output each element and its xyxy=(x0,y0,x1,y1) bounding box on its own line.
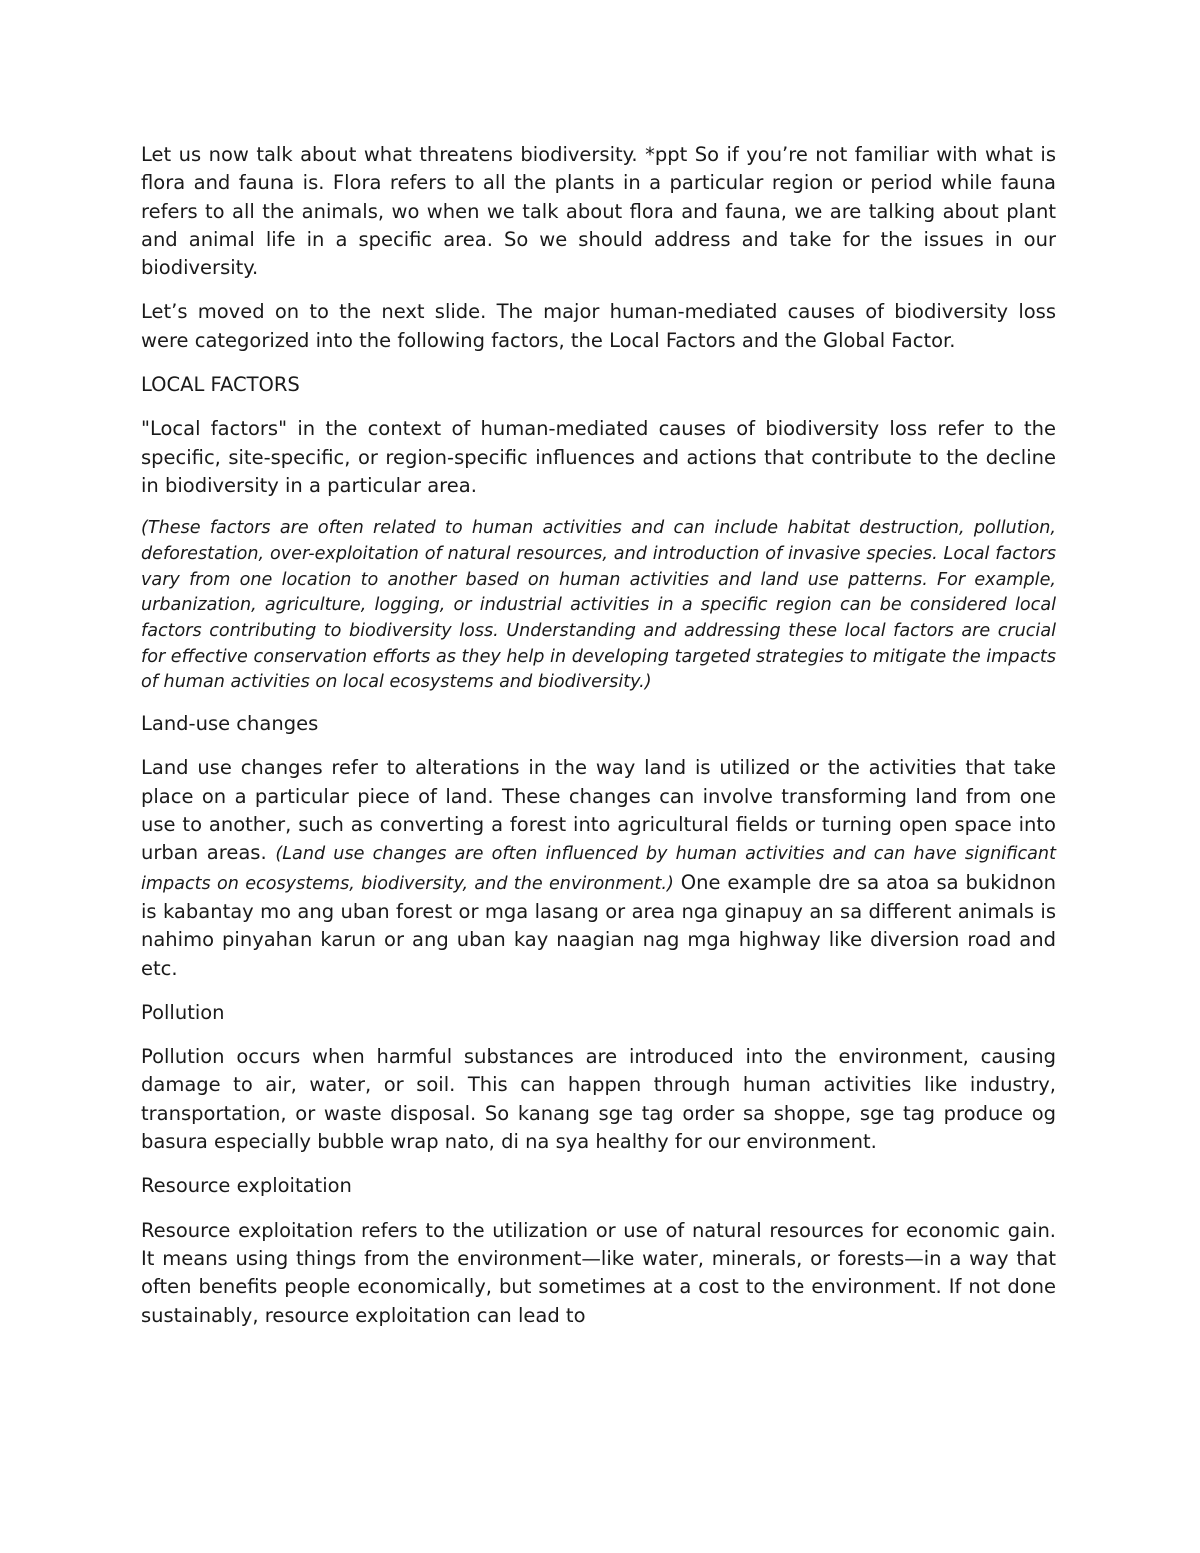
local-factors-note: (These factors are often related to human activities and can include habitat destruction, pollution, deforestation, over-exploitation of natural resources, and introduction of invasive species. Local factors vary from one location to another based on human activities and land use patterns. For example, urbanization, agriculture, logging, or industrial activities in a specific region can be considered local factors contributing to biodiversity loss. Understanding and addressing these local factors are crucial for effective conservation efforts as they help in developing targeted strategies to mitigate the impacts of human activities on local ecosystems and biodiversity.) xyxy=(141,518,1056,693)
pollution-heading: Pollution xyxy=(141,1000,225,1024)
intro-paragraph: Let us now talk about what threatens biodiversity. *ppt So if you’re not familiar with what is flora and fauna is. Flora refers to all the plants in a particular region or period while fauna refers to all the animals, wo when we talk about flora and fauna, we are talking about plant and animal life in a specific area. So we should address and take for the issues in our biodiversity. xyxy=(141,143,1056,280)
local-factors-paragraph: "Local factors" in the context of human-mediated causes of biodiversity loss refer to the specific, site-specific, or region-specific influences and actions that contribute to the decline in biodiversity in a particular area. xyxy=(141,417,1056,497)
resource-exploitation-paragraph: Resource exploitation refers to the utilization or use of natural resources for economic gain. It means using things from the environment—like water, minerals, or forests—in a way that often benefits people economically, but sometimes at a cost to the environment. If not done sustainably, resource exploitation can lead to xyxy=(141,1218,1056,1327)
resource-exploitation-heading: Resource exploitation xyxy=(141,1174,352,1198)
land-use-paragraph xyxy=(141,754,1056,982)
land-use-heading: Land-use changes xyxy=(141,712,319,736)
land-use-note: (Land use changes are often influenced by human activities and can have significant impacts on ecosystems, biodiversity, and the environment.) xyxy=(141,844,1056,894)
land-use-text-start: Land use changes refer to alterations in the way land is utilized or the activities that take place on a particular piece of land. These changes can involve transforming land from one use to another, such as converting a forest into agricultural fields or turning open space into urban areas. xyxy=(141,756,1056,865)
local-factors-heading: LOCAL FACTORS xyxy=(141,373,300,397)
document-body xyxy=(141,141,1056,1346)
categories-paragraph: Let’s moved on to the next slide. The major human-mediated causes of biodiversity loss were categorized into the following factors, the Local Factors and the Global Factor. xyxy=(141,300,1056,352)
land-use-text-end: One example dre sa atoa sa bukidnon is kabantay mo ang uban forest or mga lasang or area nga ginapuy an sa different animals is nahimo pinyahan karun or ang uban kay naagian nag mga highway like diversion road and etc. xyxy=(141,870,1056,980)
pollution-paragraph: Pollution occurs when harmful substances are introduced into the environment, causing damage to air, water, or soil. This can happen through human activities like industry, transportation, or waste disposal. So kanang sge tag order sa shoppe, sge tag produce og basura especially bubble wrap nato, di na sya healthy for our environment. xyxy=(141,1045,1056,1154)
